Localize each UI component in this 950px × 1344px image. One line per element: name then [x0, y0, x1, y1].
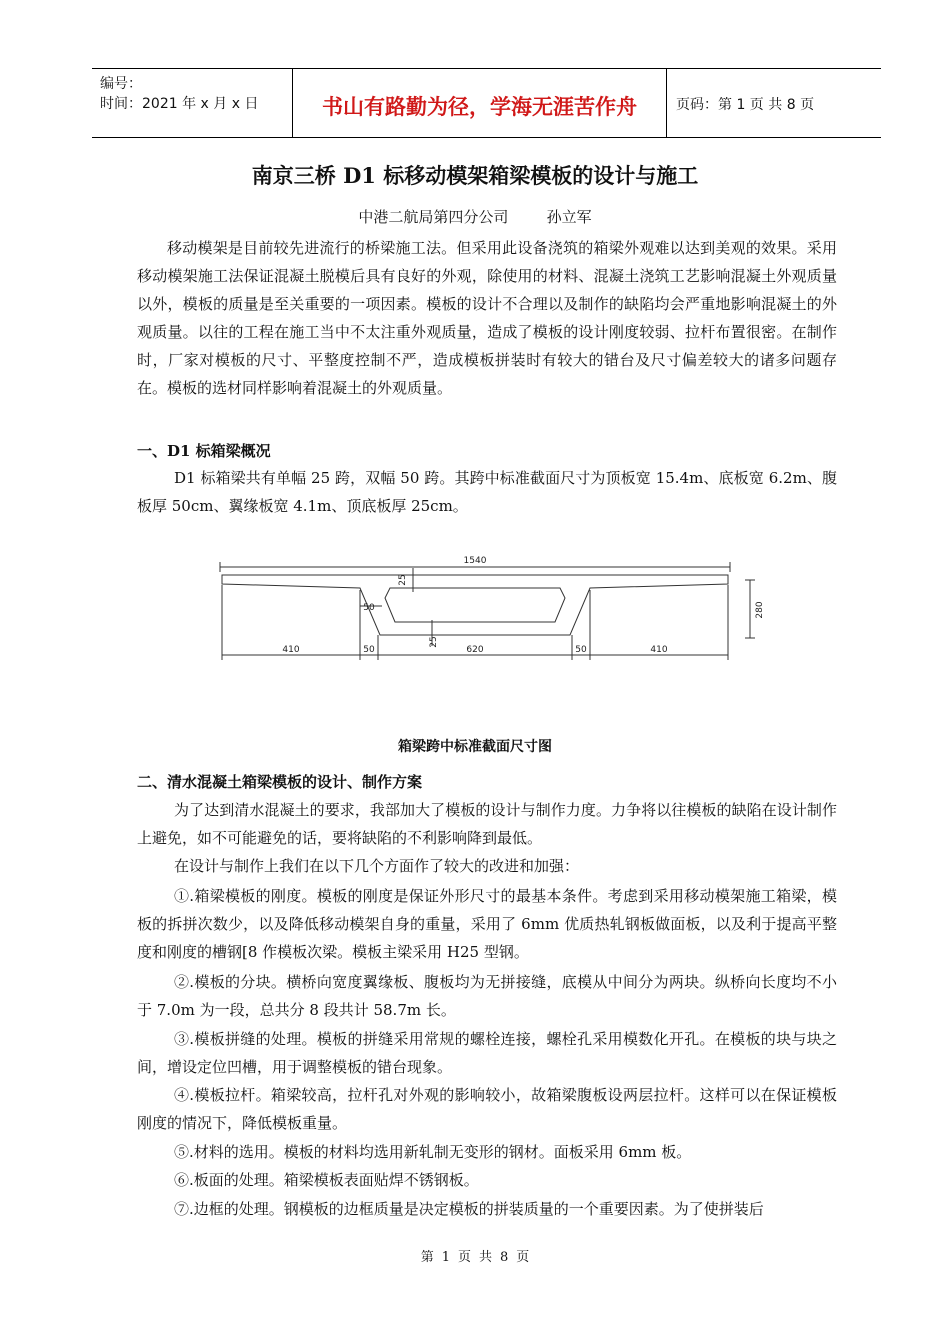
author-line: 中港二航局第四分公司 孙立军 [358, 208, 592, 226]
dim-height: 280 [755, 601, 765, 619]
dim-bottom-width: 620 [466, 645, 484, 655]
list-item-2: ②.模板的分块。横桥向宽度翼缘板、腹板均为无拼接缝，底模从中间分为两块。纵桥向长度均不小于 7.0m 为一段，总共分 8 段共计 58.7m 长。 [137, 973, 837, 1019]
time-label: 时间：2021 年 x 月 x 日 [100, 96, 259, 112]
header-page-cell [666, 69, 881, 137]
girder-inner-cell [385, 588, 565, 622]
dim-web: 50 [363, 603, 375, 613]
list-item-1: ①.箱梁模板的刚度。模板的刚度是保证外形尺寸的最基本条件。考虑到采用移动模架施工箱梁，模板的拆拼次数少，以及降低移动模架自身的重量，采用了 6mm 优质热轧钢板做面板，以及利于提高平整度和刚度的槽钢[8 作模板次梁。模板主梁采用 H25 型钢。 [137, 887, 837, 961]
list-item-7: ⑦.边框的处理。钢模板的边框质量是决定模板的拼装质量的一个重要因素。为了使拼装后 [174, 1200, 764, 1218]
list-item-6: ⑥.板面的处理。箱梁模板表面贴焊不锈钢板。 [174, 1171, 479, 1189]
section2-heading: 二、清水混凝土箱梁模板的设计、制作方案 [137, 773, 423, 791]
header-meta [92, 69, 292, 137]
document-title: 南京三桥 D1 标移动模架箱梁模板的设计与施工 [251, 163, 699, 188]
footer-mid2: 共 [479, 1250, 493, 1265]
dim-wing-right: 410 [650, 645, 668, 655]
dim-web-right: 50 [575, 645, 587, 655]
footer-total: 8 [500, 1250, 509, 1265]
page-header [92, 68, 881, 138]
intro-paragraph: 移动模架是目前较先进流行的桥梁施工法。但采用此设备浇筑的箱梁外观难以达到美观的效果。采用移动模架施工法保证混凝土脱模后具有良好的外观，除使用的材料、混凝土浇筑工艺影响混凝土外观质量以外，模板的质量是至关重要的一项因素。模板的设计不合理以及制作的缺陷均会严重地影响混凝土的外观质量。以往的工程在施工当中不太注重外观质量，造成了模板的设计刚度较弱、拉杆布置很密。在制作时，厂家对模板的尺寸、平整度控制不严，造成模板拼装时有较大的错台及尺寸偏差较大的诸多问题存在。模板的选材同样影响着混凝土的外观质量。 [137, 239, 837, 397]
page-footer [0, 1246, 950, 1265]
footer-page: 1 [441, 1250, 450, 1265]
dim-web-left: 50 [363, 645, 375, 655]
footer-suffix: 页 [516, 1250, 530, 1265]
dim-bottom-thickness: 25 [429, 636, 439, 648]
girder-outline [222, 575, 728, 635]
dim-top-thickness: 25 [398, 574, 408, 586]
motto: 书山有路勤为径，学海无涯苦作舟 [322, 95, 637, 119]
section2-paragraph-1: 为了达到清水混凝土的要求，我部加大了模板的设计与制作力度。力争将以往模板的缺陷在设计制作上避免，如不可能避免的话，要将缺陷的不利影响降到最低。 [137, 801, 837, 847]
list-item-5: ⑤.材料的选用。模板的材料均选用新轧制无变形的钢材。面板采用 6mm 板。 [174, 1143, 692, 1161]
figure-caption: 箱梁跨中标准截面尺寸图 [398, 739, 552, 755]
page-label: 页码：第 1 页 共 8 页 [676, 97, 815, 113]
header-motto-cell [292, 69, 667, 137]
section1-paragraph: D1 标箱梁共有单幅 25 跨，双幅 50 跨。其跨中标准截面尺寸为顶板宽 15.4m、底板宽 6.2m、腹板厚 50cm、翼缘板宽 4.1m、顶底板厚 25cm。 [137, 469, 837, 515]
code-label: 编号： [100, 76, 142, 92]
section1-heading: 一、D1 标箱梁概况 [137, 442, 271, 460]
dim-total: 1540 [463, 556, 487, 566]
dim-wing-left: 410 [282, 645, 300, 655]
footer-prefix: 第 [420, 1250, 434, 1265]
footer-mid1: 页 [457, 1250, 471, 1265]
section2-paragraph-2: 在设计与制作上我们在以下几个方面作了较大的改进和加强： [174, 857, 580, 875]
list-item-3: ③.模板拼缝的处理。模板的拼缝采用常规的螺栓连接，螺栓孔采用模数化开孔。在模板的块与块之间，增设定位凹槽，用于调整模板的错台现象。 [137, 1030, 837, 1076]
list-item-4: ④.模板拉杆。箱梁较高，拉杆孔对外观的影响较小，故箱梁腹板设两层拉杆。这样可以在保证模板刚度的情况下，降低模板重量。 [137, 1086, 837, 1132]
box-girder-cross-section-figure [210, 550, 765, 670]
